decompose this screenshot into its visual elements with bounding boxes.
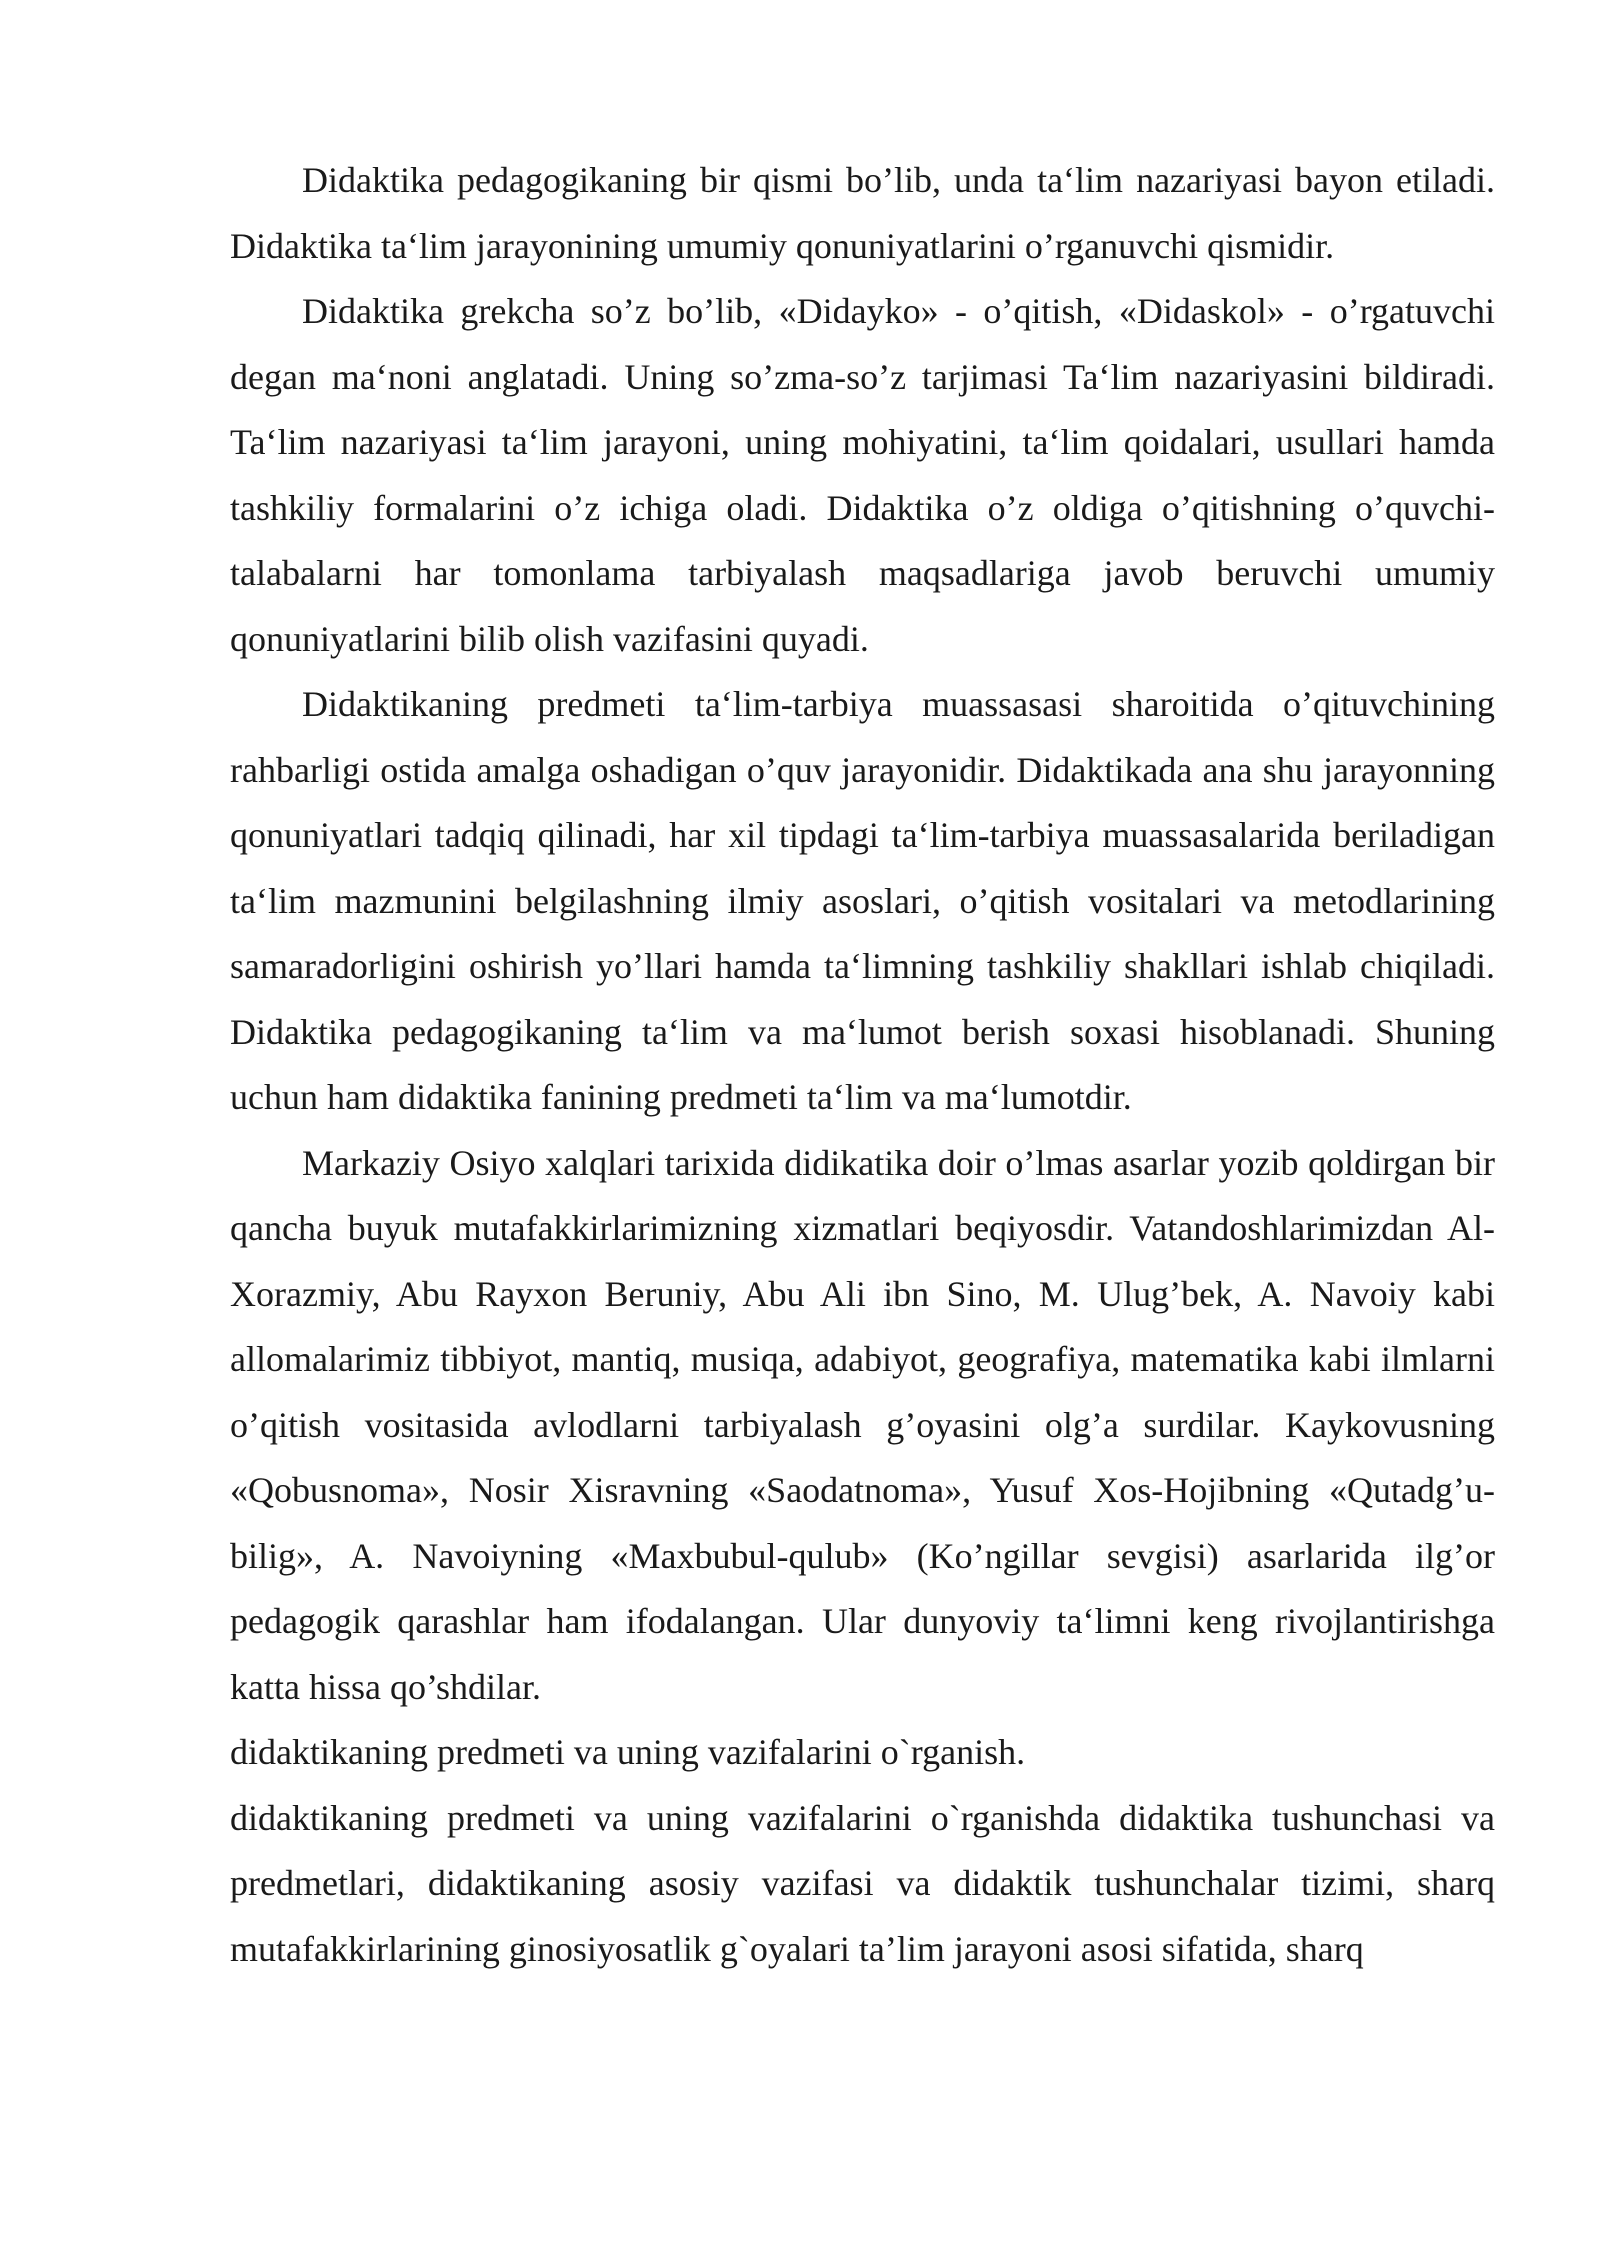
document-body	[230, 148, 1495, 1982]
paragraph-didactics-subject: Didaktikaning predmeti ta‘lim-tarbiya muassasasi sharoitida o’qituvchining rahbarligi ostida amalga oshadigan o’quv jarayonidir. Didaktikada ana shu jarayonning qonuniyatlari tadqiq qilinadi, har xil tipdagi ta‘lim-tarbiya muassasalarida beriladigan ta‘lim mazmunini belgilashning ilmiy asoslari, o’qitish vositalari va metodlarining samaradorligini oshirish yo’llari hamda ta‘limning tashkiliy shakllari ishlab chiqiladi. Didaktika pedagogikaning ta‘lim va ma‘lumot berish soxasi hisoblanadi. Shuning uchun ham didaktika fanining predmeti ta‘lim va ma‘lumotdir.	[230, 684, 1495, 1117]
paragraph-topic-body: didaktikaning predmeti va uning vazifalarini o`rganishda didaktika tushunchasi va predmetlari, didaktikaning asosiy vazifasi va didaktik tushunchalar tizimi, sharq mutafakkirlarining ginosiyosatlik g`oyalari ta’lim jarayoni asosi sifatida, sharq	[230, 1797, 1495, 1969]
paragraph-didactics-definition: Didaktika pedagogikaning bir qismi bo’lib, unda ta‘lim nazariyasi bayon etiladi. Didaktika ta‘lim jarayonining umumiy qonuniyatlarini o’rganuvchi qismidir.	[230, 160, 1495, 266]
paragraph-central-asia-thinkers: Markaziy Osiyo xalqlari tarixida didikatika doir o’lmas asarlar yozib qoldirgan bir qancha buyuk mutafakkirlarimizning xizmatlari beqiyosdir. Vatandoshlarimizdan Al-Xorazmiy, Abu Rayxon Beruniy, Abu Ali ibn Sino, M. Ulug’bek, A. Navoiy kabi allomalarimiz tibbiyot, mantiq, musiqa, adabiyot, geografiya, matematika kabi ilmlarni o’qitish vositasida avlodlarni tarbiyalash g’oyasini olg’a surdilar. Kaykovusning «Qobusnoma», Nosir Xisravning «Saodatnoma», Yusuf Xos-Hojibning «Qutadg’u-bilig», A. Navoiyning «Maxbubul-qulub» (Ko’ngillar sevgisi) asarlarida ilg’or pedagogik qarashlar ham ifodalangan. Ular dunyoviy ta‘limni keng rivojlantirishga katta hissa qo’shdilar.	[230, 1142, 1495, 1707]
paragraph-topic-heading: didaktikaning predmeti va uning vazifalarini o`rganish.	[230, 1732, 1026, 1772]
paragraph-didactics-etymology: Didaktika grekcha so’z bo’lib, «Didayko» - o’qitish, «Didaskol» - o’rgatuvchi degan ma‘noni anglatadi. Uning so’zma-so’z tarjimasi Ta‘lim nazariyasini bildiradi. Ta‘lim nazariyasi ta‘lim jarayoni, uning mohiyatini, ta‘lim qoidalari, usullari hamda tashkiliy formalarini o’z ichiga oladi. Didaktika o’z oldiga o’qitishning o’quvchi-talabalarni har tomonlama tarbiyalash maqsadlariga javob beruvchi umumiy qonuniyatlarini bilib olish vazifasini quyadi.	[230, 291, 1495, 659]
